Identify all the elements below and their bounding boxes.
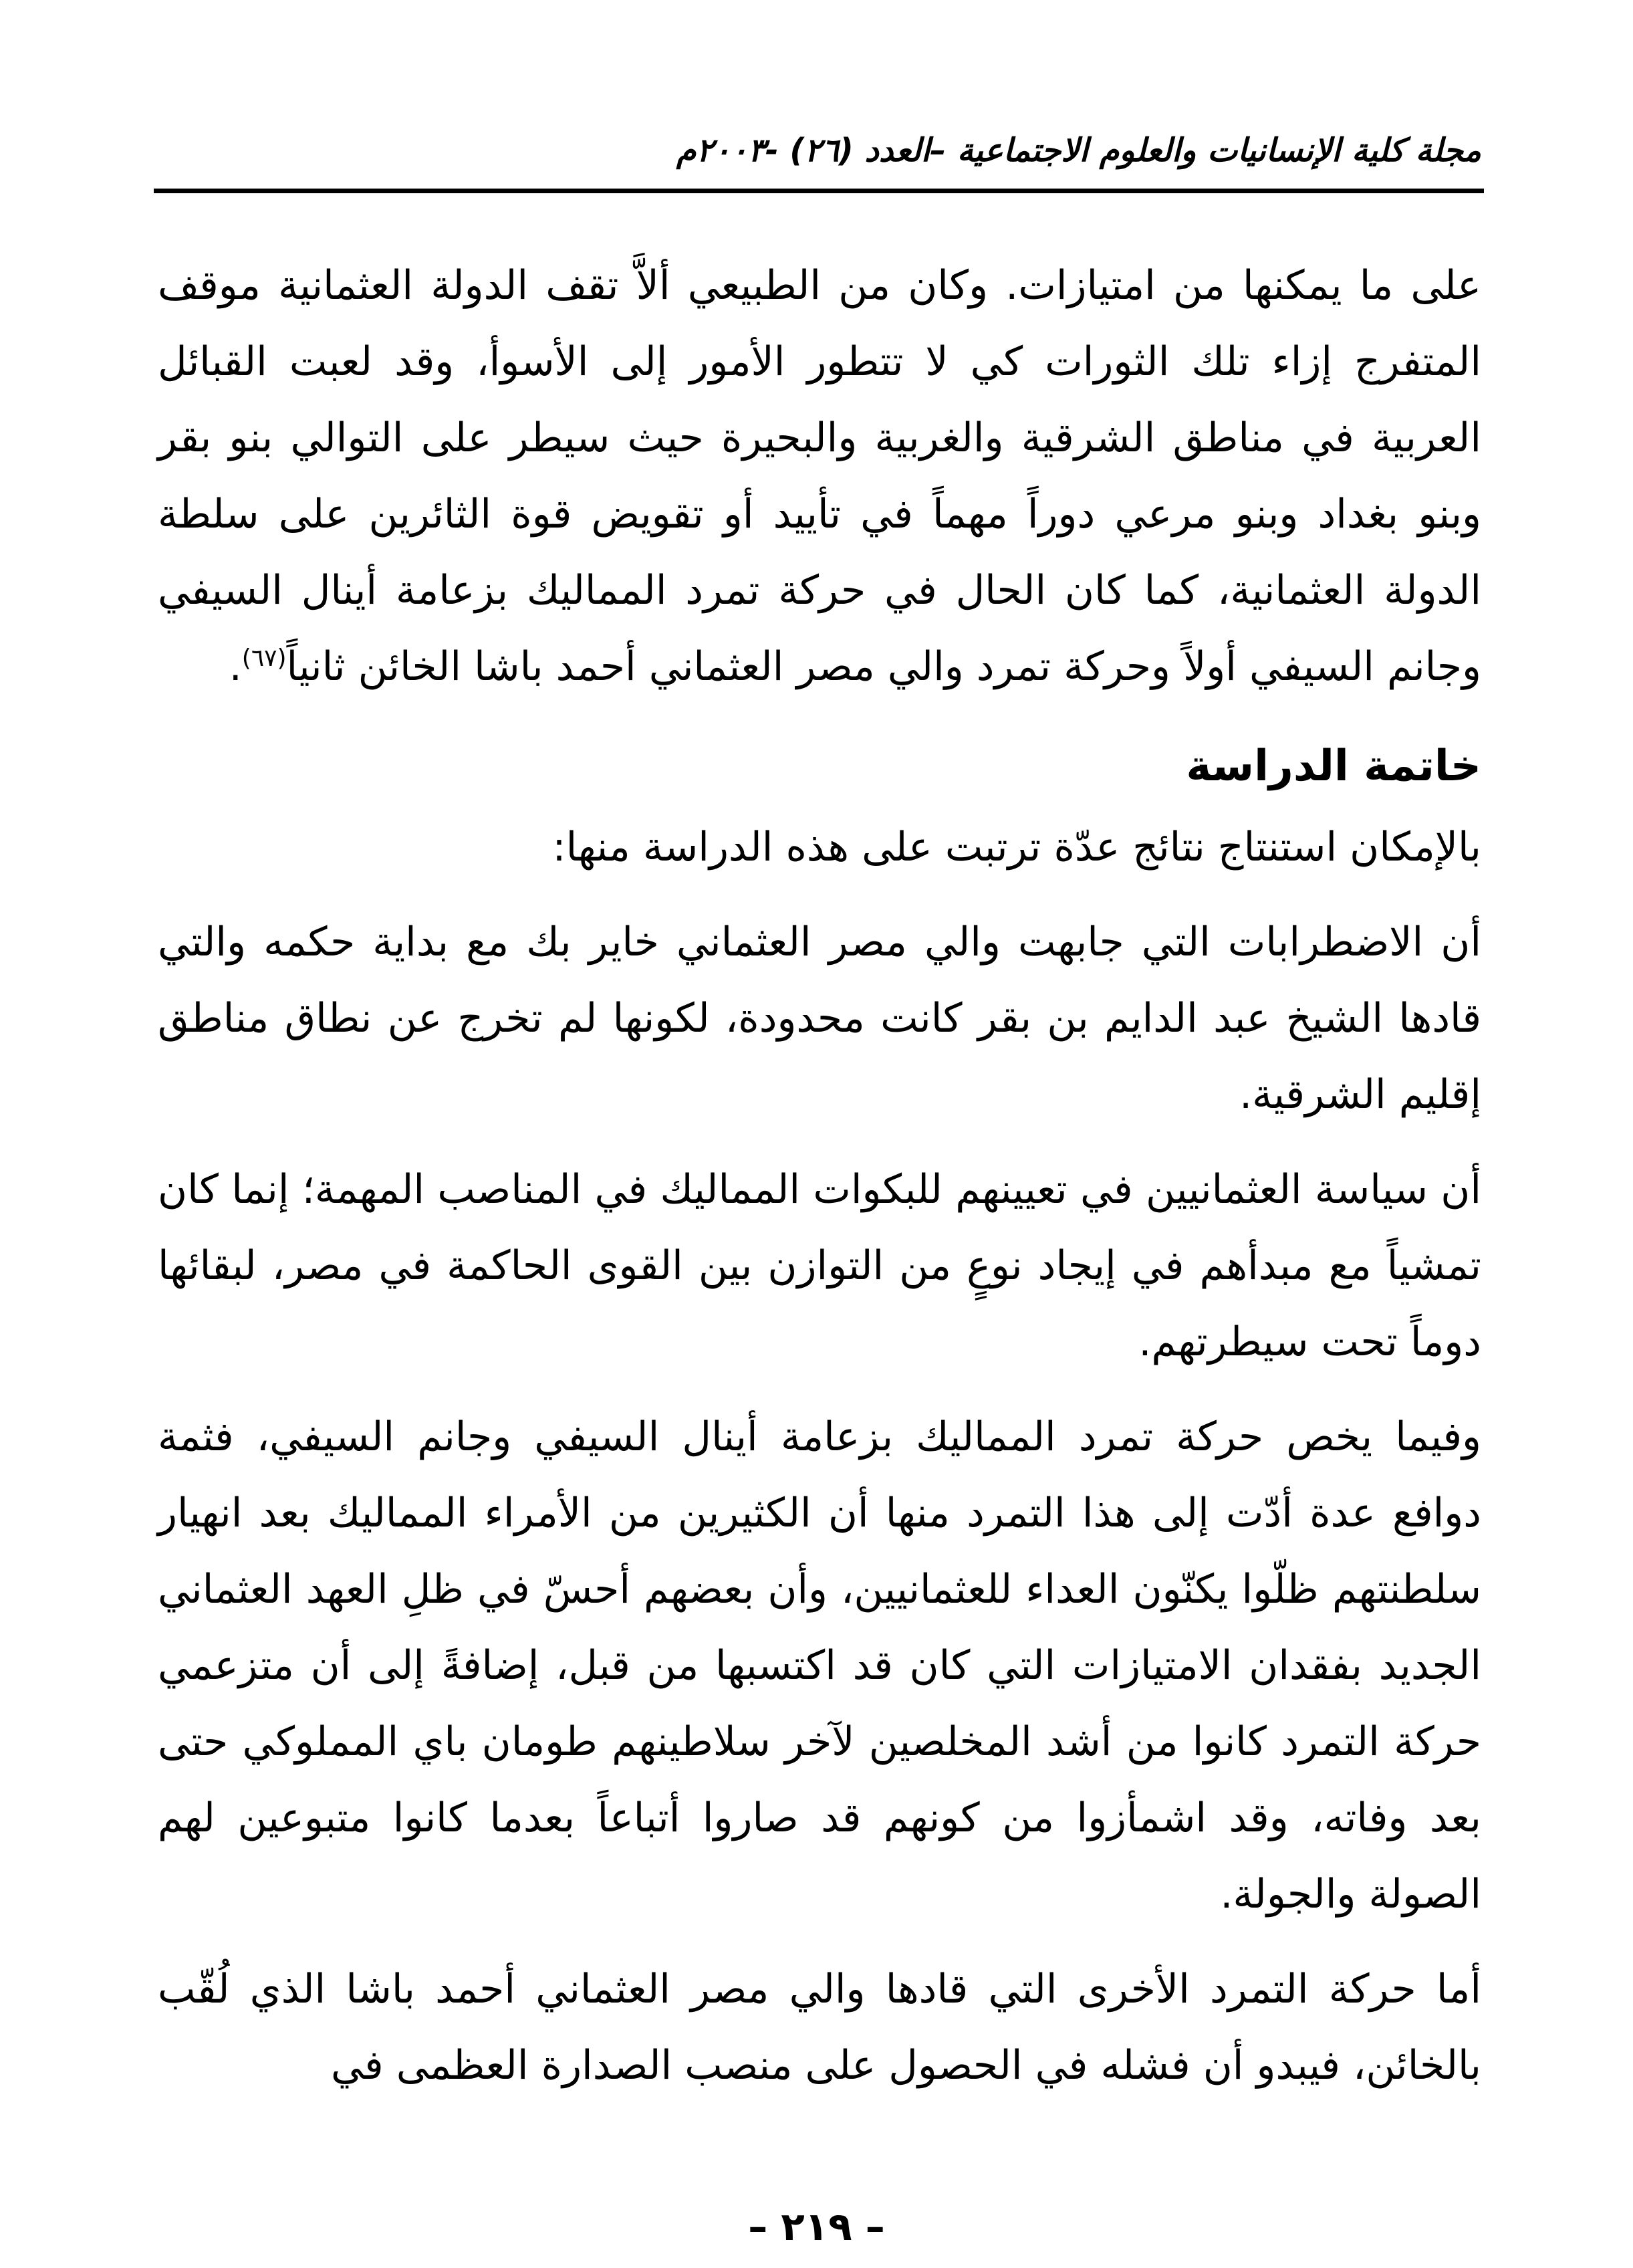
- paragraph-5: وفيما يخص حركة تمرد المماليك بزعامة أينال السيفي وجانم السيفي، فثمة دوافع عدة أدّت إلى هذا التمرد منها أن الكثيرين من الأمراء المماليك بعد انهيار سلطنتهم ظلّوا يكنّون العداء للعثمانيين، وأن بعضهم أحسّ في ظلِ العهد العثماني الجديد بفقدان الامتيازات التي كان قد اكتسبها من قبل، إضافةً إلى أن متزعمي حركة التمرد كانوا من أشد المخلصين لآخر سلاطينهم طومان باي المملوكي حتى بعد وفاته، وقد اشمأزوا من كونهم قد صاروا أتباعاً بعدما كانوا متبوعين لهم الصولة والجولة.: [158, 1413, 1481, 1918]
- header-divider: [154, 189, 1484, 193]
- paragraph-1-text: على ما يمكنها من امتيازات. وكان من الطبيعي ألاَّ تقف الدولة العثمانية موقف المتفرج إزاء تلك الثورات كي لا تتطور الأمور إلى الأسوأ، وقد لعبت القبائل العربية في مناطق الشرقية والغربية والبحيرة حيث سيطر على التوالي بنو بقر وبنو بغداد وبنو مرعي دوراً مهماً في تأييد أو تقويض قوة الثائرين على سلطة الدولة العثمانية، كما كان الحال في حركة تمرد المماليك بزعامة أينال السيفي وجانم السيفي أولاً وحركة تمرد والي مصر العثماني أحمد باشا الخائن ثانياً: [158, 262, 1481, 690]
- section-title-conclusion: خاتمة الدراسة: [1186, 742, 1481, 791]
- paragraph-3: أن الاضطرابات التي جابهت والي مصر العثماني خاير بك مع بداية حكمه والتي قادها الشيخ عبد الدايم بن بقر كانت محدودة، لكونها لم تخرج عن نطاق مناطق إقليم الشرقية.: [158, 919, 1481, 1118]
- footnote-ref-67: (٦٧): [241, 645, 287, 672]
- journal-header: مجلة كلية الإنسانيات والعلوم الاجتماعية –العدد (٢٦) -٢٠٠٣م: [676, 132, 1481, 169]
- paragraph-1-end: .: [229, 643, 242, 690]
- paragraph-1: [158, 247, 1481, 705]
- paragraph-6: أما حركة التمرد الأخرى التي قادها والي مصر العثماني أحمد باشا الذي لُقّب بالخائن، فيبدو أن فشله في الحصول على منصب الصدارة العظمى في: [158, 1966, 1481, 2089]
- body-text: [158, 247, 1481, 2104]
- paragraph-2: بالإمكان استنتاج نتائج عدّة ترتبت على هذه الدراسة منها:: [552, 824, 1481, 871]
- page-number: – ٢١٩ –: [748, 2204, 885, 2249]
- paragraph-4: أن سياسة العثمانيين في تعيينهم للبكوات المماليك في المناصب المهمة؛ إنما كان تمشياً مع مبدأهم في إيجاد نوعٍ من التوازن بين القوى الحاكمة في مصر، لبقائها دوماً تحت سيطرتهم.: [158, 1166, 1481, 1365]
